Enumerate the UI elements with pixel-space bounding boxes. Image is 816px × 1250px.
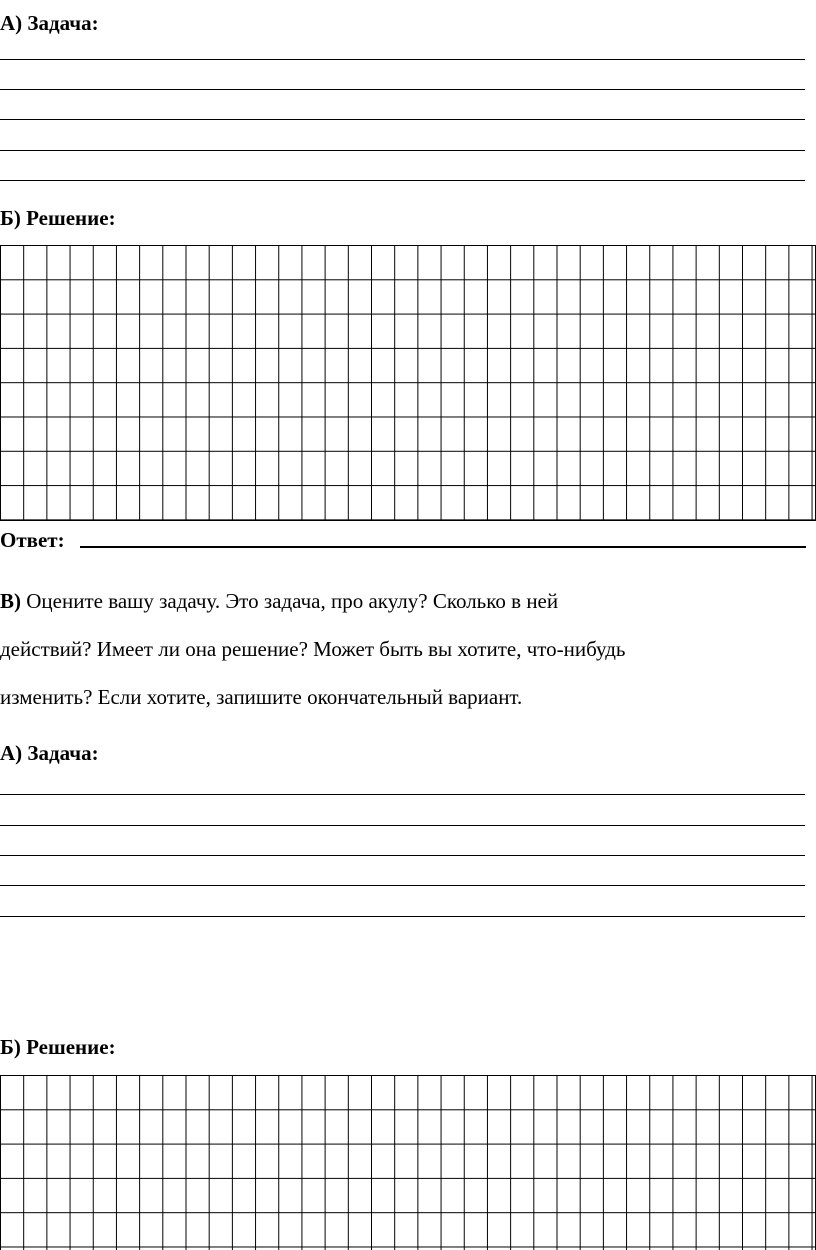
evaluation-label: В) bbox=[0, 589, 21, 613]
answer-label: Ответ: bbox=[0, 528, 65, 552]
solution-heading-1: Б) Решение: bbox=[0, 206, 116, 230]
answer-line bbox=[80, 546, 806, 548]
evaluation-line-2: действий? Имеет ли она решение? Может быть вы хотите, что-нибудь bbox=[0, 637, 626, 661]
solution-grid-2 bbox=[0, 1075, 816, 1250]
task-heading-2: А) Задача: bbox=[0, 741, 99, 765]
solution-grid-1 bbox=[0, 245, 816, 521]
solution-heading-2: Б) Решение: bbox=[0, 1035, 116, 1059]
writing-line-2-3 bbox=[0, 855, 805, 856]
evaluation-line-1 bbox=[0, 577, 816, 625]
evaluation-line-3: изменить? Если хотите, запишите окончательный вариант. bbox=[0, 685, 523, 709]
writing-line-1-2 bbox=[0, 89, 805, 90]
writing-line-2-4 bbox=[0, 885, 805, 886]
writing-line-1-1 bbox=[0, 59, 805, 60]
writing-line-2-5 bbox=[0, 916, 805, 917]
writing-line-2-2 bbox=[0, 825, 805, 826]
evaluation-paragraph bbox=[0, 577, 816, 721]
writing-line-1-4 bbox=[0, 150, 805, 151]
evaluation-text-1: Оцените вашу задачу. Это задача, про акулу? Сколько в ней bbox=[21, 589, 559, 613]
task-heading-1: А) Задача: bbox=[0, 11, 99, 35]
writing-line-2-1 bbox=[0, 794, 805, 795]
writing-line-1-3 bbox=[0, 119, 805, 120]
writing-line-1-5 bbox=[0, 180, 805, 181]
